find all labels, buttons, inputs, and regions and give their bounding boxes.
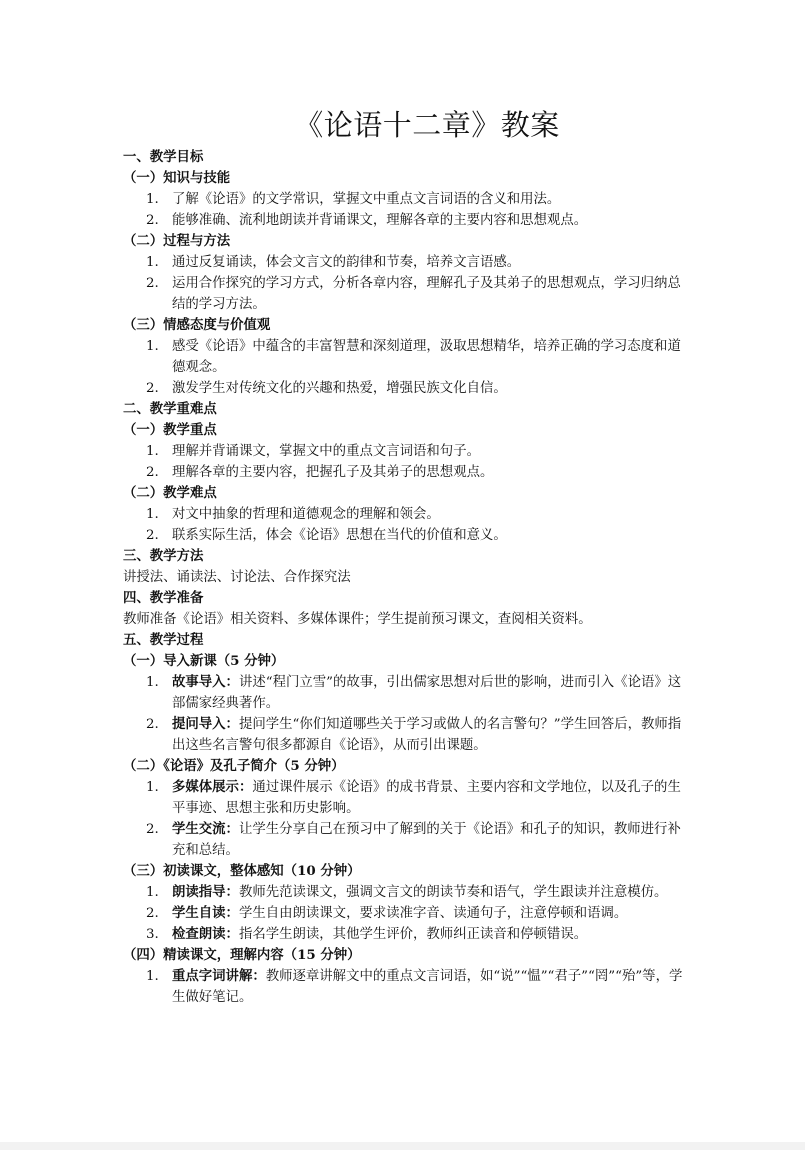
item-lead: 朗读指导：	[172, 884, 239, 900]
item-number: 3.	[146, 927, 159, 942]
list-item	[123, 378, 693, 399]
item-number: 2.	[146, 276, 159, 291]
list-item	[123, 777, 693, 819]
item-number: 2.	[146, 213, 159, 228]
item-number: 2.	[146, 381, 159, 396]
item-text: 教师先范读课文，强调文言文的朗读节奏和语气，学生跟读并注意模仿。	[238, 885, 668, 900]
item-number: 2.	[146, 822, 159, 837]
list-item	[123, 672, 693, 714]
section-heading: 四、教学准备	[123, 590, 204, 606]
list-item	[123, 462, 693, 483]
item-lead: 提问导入：	[172, 716, 239, 732]
item-number: 1.	[146, 255, 159, 270]
list-item	[123, 336, 693, 378]
item-lead: 多媒体展示：	[172, 779, 253, 795]
subsection-heading: （二）过程与方法	[123, 233, 231, 249]
item-lead: 学生自读：	[172, 905, 239, 921]
list-item	[123, 189, 693, 210]
item-number: 1.	[146, 192, 159, 207]
item-number: 1.	[146, 507, 159, 522]
item-text: 学生自由朗读课文，要求读准字音、读通句子，注意停顿和语调。	[238, 906, 628, 921]
item-text: 感受《论语》中蕴含的丰富智慧和深刻道理，汲取思想精华，培养正确的学习态度和道德观念。	[172, 339, 681, 375]
section-paragraph: 教师准备《论语》相关资料、多媒体课件；学生提前预习课文，查阅相关资料。	[123, 612, 592, 627]
list-item	[123, 273, 693, 315]
item-lead: 故事导入：	[172, 674, 239, 690]
subsection-heading: （一）教学重点	[123, 422, 217, 438]
item-number: 2.	[146, 717, 159, 732]
item-text: 联系实际生活，体会《论语》思想在当代的价值和意义。	[172, 528, 507, 543]
item-text: 通过反复诵读，体会文言文的韵律和节奏，培养文言语感。	[172, 255, 521, 270]
list-item	[123, 210, 693, 231]
list-item	[123, 714, 693, 756]
list-item	[123, 903, 693, 924]
item-lead: 检查朗读：	[172, 926, 239, 942]
item-lead: 重点字词讲解：	[172, 968, 266, 984]
list-item	[123, 252, 693, 273]
item-number: 1.	[146, 444, 159, 459]
list-item	[123, 924, 693, 945]
item-number: 1.	[146, 339, 159, 354]
list-item	[123, 525, 693, 546]
document-content	[123, 105, 693, 1008]
list-item	[123, 882, 693, 903]
item-text: 教师逐章讲解文中的重点文言词语，如“说”“愠”“君子”“罔”“殆”等，学生做好笔记。	[172, 969, 683, 1005]
list-item	[123, 966, 693, 1008]
item-text: 了解《论语》的文学常识，掌握文中重点文言词语的含义和用法。	[172, 192, 561, 207]
list-item	[123, 441, 693, 462]
item-number: 1.	[146, 780, 159, 795]
item-text: 能够准确、流利地朗读并背诵课文，理解各章的主要内容和思想观点。	[172, 213, 588, 228]
section-heading: 二、教学重难点	[123, 401, 217, 417]
section-heading: 三、教学方法	[123, 548, 204, 564]
subsection-heading: （二）教学难点	[123, 485, 217, 501]
item-number: 1.	[146, 885, 159, 900]
subsection-heading: （一）知识与技能	[123, 170, 231, 186]
item-text: 理解各章的主要内容，把握孔子及其弟子的思想观点。	[172, 465, 494, 480]
subsection-heading: （一）导入新课（5 分钟）	[123, 653, 285, 669]
list-item	[123, 504, 693, 525]
item-text: 运用合作探究的学习方式，分析各章内容，理解孔子及其弟子的思想观点，学习归纳总结的学习方法。	[172, 276, 681, 312]
item-number: 1.	[146, 969, 159, 984]
item-text: 讲述“程门立雪”的故事，引出儒家思想对后世的影响，进而引入《论语》这部儒家经典著作。	[172, 675, 682, 711]
section-paragraph: 讲授法、诵读法、讨论法、合作探究法	[123, 570, 351, 585]
item-text: 激发学生对传统文化的兴趣和热爱，增强民族文化自信。	[172, 381, 507, 396]
subsection-heading: （三）情感态度与价值观	[123, 317, 271, 333]
item-text: 通过课件展示《论语》的成书背景、主要内容和文学地位，以及孔子的生平事迹、思想主张和历史影响。	[172, 780, 681, 816]
item-number: 1.	[146, 675, 159, 690]
section-heading: 五、教学过程	[123, 632, 204, 648]
subsection-heading: （三）初读课文，整体感知（10 分钟）	[123, 863, 361, 879]
subsection-heading: （二）《论语》及孔子简介（5 分钟）	[123, 758, 345, 774]
subsection-heading: （四）精读课文，理解内容（15 分钟）	[123, 947, 361, 963]
item-lead: 学生交流：	[172, 821, 239, 837]
list-item	[123, 819, 693, 861]
item-number: 2.	[146, 528, 159, 543]
item-text: 对文中抽象的哲理和道德观念的理解和领会。	[172, 507, 440, 522]
item-number: 2.	[146, 465, 159, 480]
item-text: 让学生分享自己在预习中了解到的关于《论语》和孔子的知识，教师进行补充和总结。	[172, 822, 681, 858]
document-title: 《论语十二章》教案	[294, 108, 560, 142]
item-text: 理解并背诵课文，掌握文中的重点文言词语和句子。	[172, 444, 480, 459]
item-number: 2.	[146, 906, 159, 921]
item-text: 指名学生朗读，其他学生评价，教师纠正读音和停顿错误。	[238, 927, 588, 942]
section-heading: 一、教学目标	[123, 149, 204, 165]
item-text: 提问学生“你们知道哪些关于学习或做人的名言警句？”学生回答后，教师指出这些名言警句很多都源自《论语》，从而引出课题。	[172, 717, 682, 753]
